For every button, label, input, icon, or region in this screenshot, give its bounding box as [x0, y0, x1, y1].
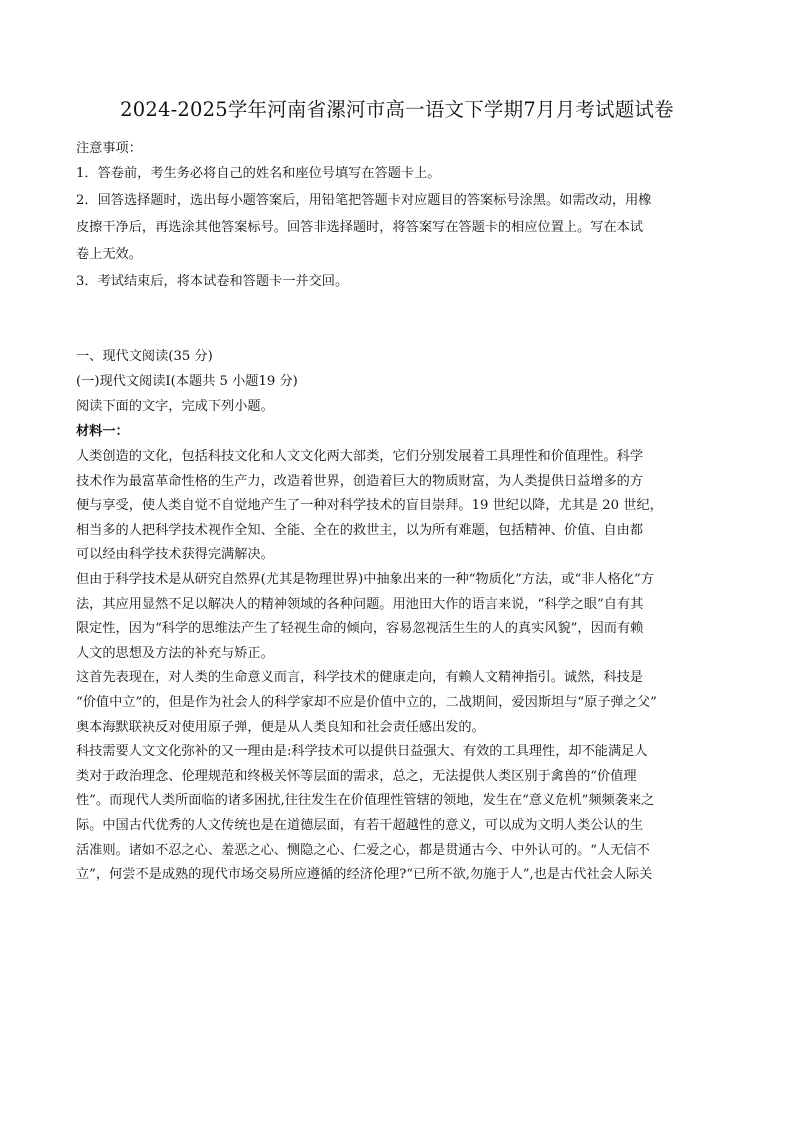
exam-title: 2024-2025学年河南省漯河市高一语文下学期7月月考试题试卷 [120, 98, 674, 121]
notice-section [76, 137, 718, 295]
material-line: 性”。而现代人类所面临的诸多困扰,往往发生在价值理性管辖的领地，发生在“意义危机”频频袭来之 [76, 793, 655, 809]
material-line: “价值中立”的，但是作为社会人的科学家却不应是价值中立的，二战期间，爱因斯坦与“原子弹之父” [76, 694, 657, 710]
material-line: 奥本海默联袂反对使用原子弹，便是从人类良知和社会责任感出发的。 [76, 719, 485, 735]
material-line: 相当多的人把科学技术视作全知、全能、全在的救世主，以为所有难题，包括精神、价值、自由都 [76, 522, 644, 538]
material-line: 人文的思想及方法的补充与矫正。 [76, 645, 274, 661]
material-line: 科技需要人文文化弥补的又一理由是:科学技术可以提供日益强大、有效的工具理性，却不能满足人 [76, 744, 648, 760]
material-line: 法，其应用显然不足以解决人的精神领域的各种问题。用池田大作的语言来说，“科学之眼”自有其 [76, 596, 644, 612]
notice-heading: 注意事项： [76, 141, 142, 156]
notice-line-2: 2．回答选择题时，选出每小题答案后，用铅笔把答题卡对应题目的答案标号涂黑。如需改动，用橡 [76, 193, 652, 208]
reading-instruction: 阅读下面的文字，完成下列小题。 [76, 399, 274, 414]
material-line: 限定性，因为“科学的思维法产生了轻视生命的倾向，容易忽视活生生的人的真实风貌”，因而有赖 [76, 621, 644, 637]
notice-line-1: 1．答卷前，考生务必将自己的姓名和座位号填写在答题卡上。 [76, 166, 441, 181]
material-line: 类对于政治理念、伦理规范和终极关怀等层面的需求，总之，无法提供人类区别于禽兽的“价值理 [76, 768, 637, 784]
material-line: 但由于科学技术是从研究自然界(尤其是物理世界)中抽象出来的一种“物质化”方法，或“非人格化”方 [76, 571, 654, 587]
notice-line-4: 卷上无效。 [76, 247, 142, 262]
notice-line-3: 皮擦干净后，再选涂其他答案标号。回答非选择题时，将答案写在答题卡的相应位置上。写在本试 [76, 220, 644, 235]
material-line: 立”，何尝不是成熟的现代市场交易所应遵循的经济伦理?“已所不欲,勿施于人”,也是古代社会人际关 [76, 867, 653, 883]
material-line: 际。中国古代优秀的人文传统也是在道德层面，有若干超越性的意义，可以成为文明人类公认的生 [76, 817, 644, 833]
material-line: 这首先表现在，对人类的生命意义而言，科学技术的健康走向，有赖人文精神指引。诚然，科技是 [76, 670, 644, 686]
section-subheading: (一)现代文阅读Ⅰ(本题共 5 小题19 分) [76, 374, 298, 389]
material-line: 可以经由科学技术获得完满解决。 [76, 547, 274, 563]
material-line: 便与享受，使人类自觉不自觉地产生了一种对科学技术的盲目崇拜。19 世纪以降，尤其是 20 世纪， [76, 498, 663, 514]
material-line: 人类创造的文化，包括科技文化和人文文化两大部类，它们分别发展着工具理性和价值理性。科学 [76, 449, 644, 464]
notice-line-5: 3．考试结束后，将本试卷和答题卡一并交回。 [76, 274, 349, 289]
reading-section [76, 345, 718, 888]
material-line: 技术作为最富革命性格的生产力，改造着世界，创造着巨大的物质财富，为人类提供日益增多的方 [76, 473, 644, 489]
material-text [76, 445, 718, 888]
section-heading: 一、现代文阅读(35 分) [76, 349, 213, 364]
material-label: 材料一： [76, 424, 129, 439]
material-line: 活准则。诸如不忍之心、羞恶之心、恻隐之心、仁爱之心，都是贯通古今、中外认可的。“人无信不 [76, 842, 650, 858]
